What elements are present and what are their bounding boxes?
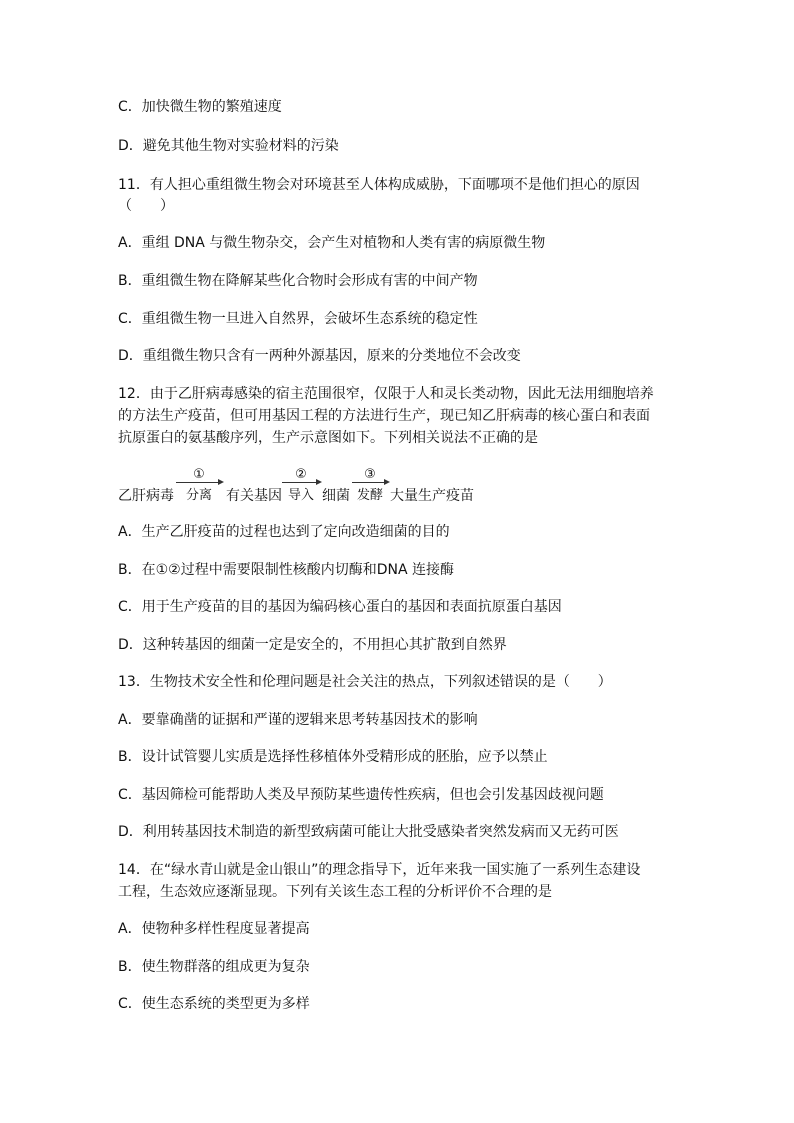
option-a-q14: A．使物种多样性程度显著提高 <box>118 921 310 937</box>
question-12-stem-1: 12．由于乙肝病毒感染的宿主范围很窄，仅限于人和灵长类动物，因此无法用细胞培养 <box>118 386 654 402</box>
option-c-q10: C．加快微生物的繁殖速度 <box>118 99 282 115</box>
question-14-stem-1: 14．在“绿水青山就是金山银山”的理念指导下，近年来我一国实施了一系列生态建设 <box>118 862 641 878</box>
diagram-node-bacteria: 细菌 <box>322 488 350 504</box>
option-b-q14: B．使生物群落的组成更为复杂 <box>118 959 310 975</box>
option-c-q13: C．基因筛检可能帮助人类及早预防某些遗传性疾病，但也会引发基因歧视问题 <box>118 787 604 803</box>
option-b-q11: B．重组微生物在降解某些化合物时会形成有害的中间产物 <box>118 273 478 289</box>
diagram-arrow-2 <box>282 467 320 503</box>
question-11-stem: 11．有人担心重组微生物会对环境甚至人体构成威胁，下面哪项不是他们担心的原因 <box>118 177 640 193</box>
option-a-q11: A．重组 DNA 与微生物杂交，会产生对植物和人类有害的病原微生物 <box>118 235 546 251</box>
question-12-stem-2: 的方法生产疫苗，但可用基因工程的方法进行生产，现已知乙肝病毒的核心蛋白和表面 <box>118 408 650 424</box>
diagram-node-virus: 乙肝病毒 <box>118 488 174 504</box>
option-a-q12: A．生产乙肝疫苗的过程也达到了定向改造细菌的目的 <box>118 524 450 540</box>
option-a-q13: A．要靠确凿的证据和严谨的逻辑来思考转基因技术的影响 <box>118 712 478 728</box>
option-c-q11: C．重组微生物一旦进入自然界，会破坏生态系统的稳定性 <box>118 311 478 327</box>
step-number: ② <box>295 467 307 482</box>
option-c-q14: C．使生态系统的类型更为多样 <box>118 996 310 1012</box>
diagram-arrow-1 <box>176 467 222 503</box>
option-d-q11: D．重组微生物只含有一两种外源基因，原来的分类地位不会改变 <box>118 348 521 364</box>
option-d-q10: D．避免其他生物对实验材料的污染 <box>118 138 339 154</box>
question-12-stem-3: 抗原蛋白的氨基酸序列，生产示意图如下。下列相关说法不正确的是 <box>118 430 538 446</box>
diagram-arrow-3 <box>352 467 388 503</box>
option-d-q13: D．利用转基因技术制造的新型致病菌可能让大批受感染者突然发病而又无药可医 <box>118 824 619 840</box>
step-label: 导入 <box>287 488 314 503</box>
step-number: ③ <box>364 467 376 482</box>
step-number: ① <box>193 467 205 482</box>
step-label: 分离 <box>185 488 212 503</box>
diagram-node-gene: 有关基因 <box>226 488 282 504</box>
option-d-q12: D．这种转基因的细菌一定是安全的，不用担心其扩散到自然界 <box>118 637 507 653</box>
question-14-stem-2: 工程，生态效应逐渐显现。下列有关该生态工程的分析评价不合理的是 <box>118 884 552 900</box>
question-13-stem: 13．生物技术安全性和伦理问题是社会关注的热点，下列叙述错误的是（ ） <box>118 674 612 690</box>
question-11-paren: （ ） <box>118 198 174 214</box>
step-label: 发酵 <box>356 488 383 503</box>
option-b-q13: B．设计试管婴儿实质是选择性移植体外受精形成的胚胎，应予以禁止 <box>118 749 548 765</box>
diagram-node-vaccine: 大量生产疫苗 <box>390 488 474 504</box>
option-c-q12: C．用于生产疫苗的目的基因为编码核心蛋白的基因和表面抗原蛋白基因 <box>118 599 562 615</box>
option-b-q12: B．在①②过程中需要限制性核酸内切酶和DNA 连接酶 <box>118 562 454 578</box>
